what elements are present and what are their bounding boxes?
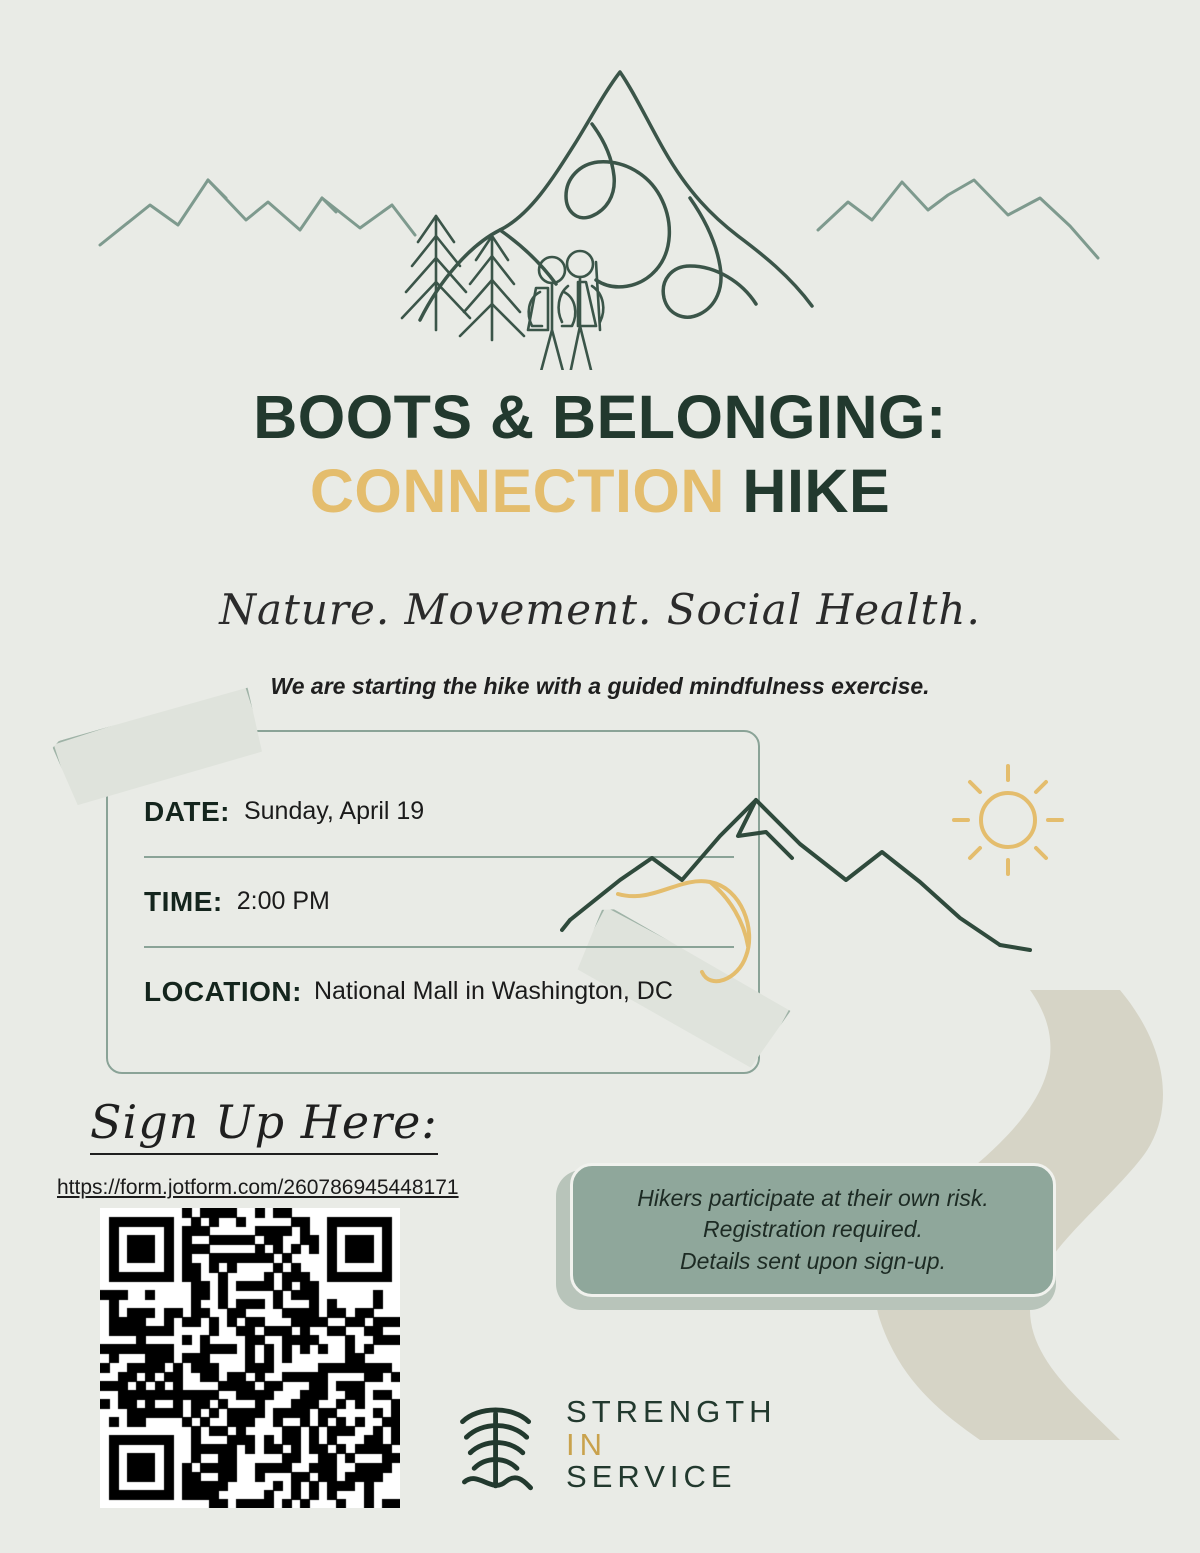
logo-accent-word: IN bbox=[566, 1426, 608, 1462]
title-line-2 bbox=[0, 457, 1200, 526]
brand-logo-text bbox=[566, 1396, 785, 1494]
title-line-2-rest: HIKE bbox=[724, 457, 891, 526]
disclaimer-line-1: Hikers participate at their own risk. bbox=[637, 1185, 989, 1212]
page-title bbox=[0, 383, 1200, 526]
title-accent-word: CONNECTION bbox=[309, 457, 725, 526]
tree-wave-logo-icon bbox=[445, 1391, 550, 1499]
detail-value-location: National Mall in Washington, DC bbox=[313, 977, 673, 1006]
disclaimer-plaque bbox=[570, 1163, 1056, 1297]
mountain-line-art-illustration bbox=[0, 30, 1200, 370]
signup-heading: Sign Up Here: bbox=[90, 1095, 438, 1155]
disclaimer-line-3: Details sent upon sign-up. bbox=[680, 1247, 946, 1274]
sun-icon bbox=[954, 766, 1062, 874]
brand-logo bbox=[445, 1385, 785, 1505]
detail-label-time: TIME: bbox=[144, 886, 223, 917]
logo-line-2-rest: SERVICE bbox=[566, 1459, 737, 1495]
detail-value-date: Sunday, April 19 bbox=[243, 797, 425, 826]
logo-line-1: STRENGTH bbox=[566, 1394, 777, 1430]
tagline: Nature. Movement. Social Health. bbox=[219, 585, 981, 634]
detail-value-time: 2:00 PM bbox=[236, 887, 330, 916]
title-line-1: BOOTS & BELONGING: bbox=[253, 383, 947, 451]
qr-code[interactable] bbox=[100, 1208, 400, 1508]
trail-and-sunrise-illustration bbox=[560, 740, 1200, 1440]
logo-line-2 bbox=[566, 1426, 785, 1495]
signup-url-link[interactable]: https://form.jotform.com/260786945448171 bbox=[57, 1176, 459, 1199]
detail-label-date: DATE: bbox=[144, 796, 230, 827]
detail-label-location: LOCATION: bbox=[144, 976, 302, 1007]
subnote: We are starting the hike with a guided mindfulness exercise. bbox=[270, 673, 930, 699]
disclaimer-line-2: Registration required. bbox=[703, 1216, 923, 1243]
